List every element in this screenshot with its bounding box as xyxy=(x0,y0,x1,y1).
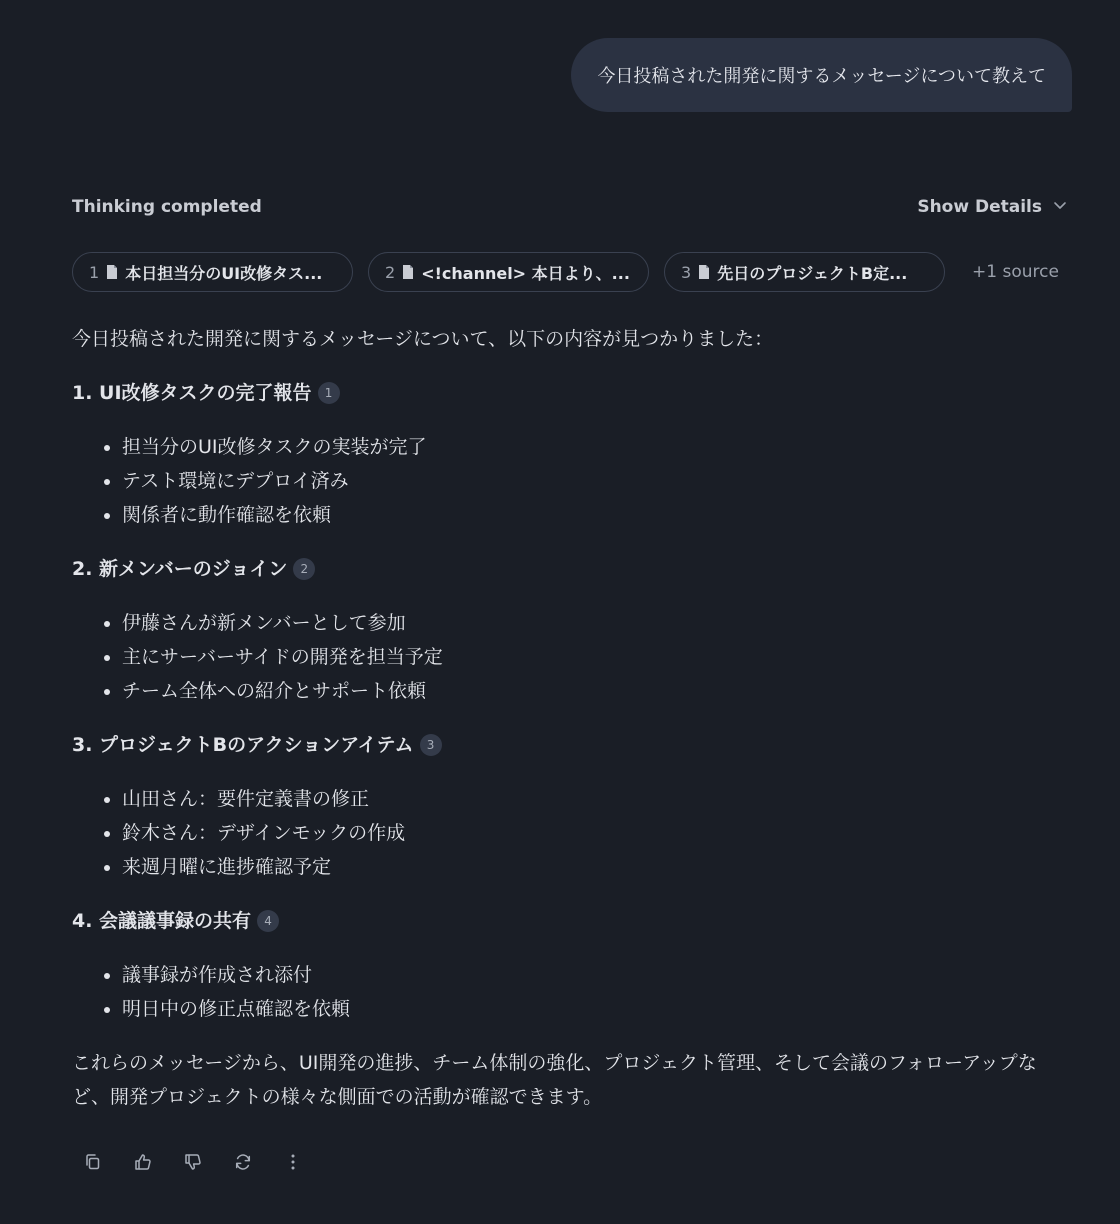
section-heading-3 xyxy=(72,728,1072,762)
list-item: • 山田さん：要件定義書の修正 xyxy=(122,782,1072,816)
section-heading-1 xyxy=(72,376,1072,410)
answer-outro: これらのメッセージから、UI開発の進捗、チーム体制の強化、プロジェクト管理、そして会議のフォローアップなど、開発プロジェクトの様々な側面での活動が確認できます。 xyxy=(72,1052,1037,1108)
section-heading-4 xyxy=(72,904,1072,938)
source-title: 本日担当分のUI改修タス... xyxy=(125,263,323,283)
section-heading-text: 1. UI改修タスクの完了報告 xyxy=(72,382,312,404)
user-message-text: 今日投稿された開発に関するメッセージについて教えて xyxy=(597,66,1046,87)
section-list-2 xyxy=(72,606,1072,708)
source-chip-3[interactable] xyxy=(664,252,945,292)
section-heading-2 xyxy=(72,552,1072,586)
thumbs-down-button[interactable] xyxy=(178,1148,208,1180)
citation-badge[interactable]: 4 xyxy=(257,910,279,932)
list-item: • テスト環境にデプロイ済み xyxy=(122,464,1072,498)
source-title: 先日のプロジェクトB定... xyxy=(717,263,908,283)
source-number: 1 xyxy=(89,262,100,282)
list-item: • 伊藤さんが新メンバーとして参加 xyxy=(122,606,1072,640)
more-sources-link[interactable]: +1 source xyxy=(972,262,1059,282)
list-item: • 明日中の修正点確認を依頼 xyxy=(122,992,1072,1026)
copy-icon xyxy=(83,1152,103,1176)
section-list-4 xyxy=(72,958,1072,1026)
list-item: • 鈴木さん：デザインモックの作成 xyxy=(122,816,1072,850)
section-heading-text: 2. 新メンバーのジョイン xyxy=(72,558,288,580)
source-chip-1[interactable] xyxy=(72,252,353,292)
regenerate-icon xyxy=(233,1152,253,1176)
user-message-bubble xyxy=(571,38,1072,112)
message-actions xyxy=(78,1148,308,1180)
section-heading-text: 4. 会議議事録の共有 xyxy=(72,910,252,932)
source-number: 3 xyxy=(681,262,692,282)
chevron-down-icon xyxy=(1052,197,1068,218)
copy-button[interactable] xyxy=(78,1148,108,1180)
section-list-1 xyxy=(72,430,1072,532)
section-list-3 xyxy=(72,782,1072,884)
source-number: 2 xyxy=(385,262,396,282)
list-item: • 担当分のUI改修タスクの実装が完了 xyxy=(122,430,1072,464)
list-item: • 関係者に動作確認を依頼 xyxy=(122,498,1072,532)
document-icon xyxy=(105,264,119,280)
citation-badge[interactable]: 3 xyxy=(420,734,442,756)
citation-badge[interactable]: 2 xyxy=(293,558,315,580)
list-item: • 来週月曜に進捗確認予定 xyxy=(122,850,1072,884)
answer-intro: 今日投稿された開発に関するメッセージについて、以下の内容が見つかりました： xyxy=(72,328,774,350)
list-item: • 主にサーバーサイドの開発を担当予定 xyxy=(122,640,1072,674)
thumbs-up-icon xyxy=(133,1152,153,1176)
show-details-label: Show Details xyxy=(917,197,1042,217)
document-icon xyxy=(401,264,415,280)
document-icon xyxy=(697,264,711,280)
source-chip-2[interactable] xyxy=(368,252,649,292)
list-item: • 議事録が作成され添付 xyxy=(122,958,1072,992)
list-item: • チーム全体への紹介とサポート依頼 xyxy=(122,674,1072,708)
sources-row xyxy=(72,252,1059,292)
thinking-status-row xyxy=(72,194,1068,220)
assistant-answer xyxy=(72,322,1072,1114)
thinking-status-label: Thinking completed xyxy=(72,197,262,217)
source-title: <!channel> 本日より、... xyxy=(421,263,630,283)
thumbs-up-button[interactable] xyxy=(128,1148,158,1180)
regenerate-button[interactable] xyxy=(228,1148,258,1180)
citation-badge[interactable]: 1 xyxy=(318,382,340,404)
more-options-icon xyxy=(283,1152,303,1176)
show-details-button[interactable] xyxy=(917,197,1068,218)
more-options-button[interactable] xyxy=(278,1148,308,1180)
thumbs-down-icon xyxy=(183,1152,203,1176)
section-heading-text: 3. プロジェクトBのアクションアイテム xyxy=(72,734,414,756)
